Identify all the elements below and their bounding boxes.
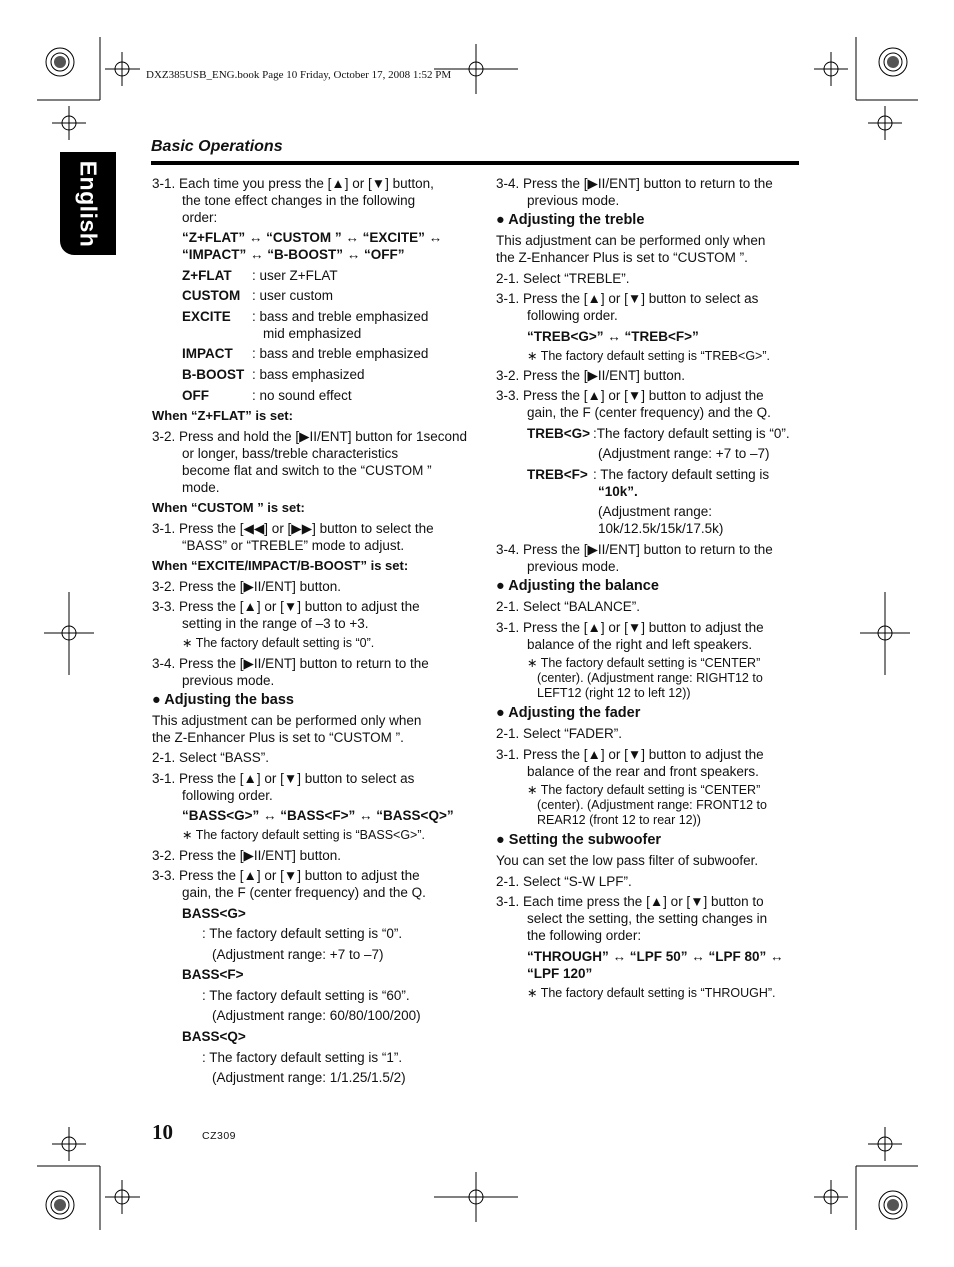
step-text: 3-1. Press the [▲] or [▼] button to adjust the bbox=[496, 620, 764, 635]
step-text: 3-3. Press the [▲] or [▼] button to adjust the bbox=[152, 868, 420, 883]
step-text: become flat and switch to the “CUSTOM ” bbox=[182, 463, 432, 478]
default-note: (center). (Adjustment range: FRONT12 to bbox=[537, 798, 767, 812]
balance-heading: ● Adjusting the balance bbox=[496, 578, 659, 594]
bass-heading: ● Adjusting the bass bbox=[152, 692, 294, 708]
subheading: When “EXCITE/IMPACT/B-BOOST” is set: bbox=[152, 558, 409, 573]
param-key: BASS<G> bbox=[182, 906, 246, 921]
mode-order: “LPF 120” bbox=[527, 966, 593, 981]
mode-key: B-BOOST bbox=[182, 367, 245, 382]
step-text: mode. bbox=[182, 480, 220, 495]
step-text: 3-4. Press the [▶II/ENT] button to return to the bbox=[496, 542, 773, 557]
mode-desc: : user Z+FLAT bbox=[252, 268, 338, 283]
step-text: 3-2. Press the [▶II/ENT] button. bbox=[496, 368, 685, 383]
param-range: (Adjustment range: bbox=[598, 504, 713, 519]
language-tab-label: English bbox=[75, 160, 102, 247]
body-text: This adjustment can be performed only when bbox=[496, 233, 766, 248]
treble-heading: ● Adjusting the treble bbox=[496, 212, 645, 228]
mode-key: OFF bbox=[182, 388, 209, 403]
mode-desc: : bass and treble emphasized bbox=[252, 309, 429, 324]
step-text: gain, the F (center frequency) and the Q. bbox=[527, 405, 771, 420]
step-text: 3-2. Press the [▶II/ENT] button. bbox=[152, 848, 341, 863]
param-range: (Adjustment range: +7 to –7) bbox=[598, 446, 770, 461]
step-text: setting in the range of –3 to +3. bbox=[182, 616, 369, 631]
step-text: 3-1. Press the [▲] or [▼] button to select as bbox=[496, 291, 759, 306]
step-text: 3-1. Each time press the [▲] or [▼] button to bbox=[496, 894, 764, 909]
param-range: 10k/12.5k/15k/17.5k) bbox=[598, 521, 724, 536]
default-note: ∗ The factory default setting is “CENTER” bbox=[527, 656, 761, 670]
step-text: or longer, bass/treble characteristics bbox=[182, 446, 399, 461]
step-text: select the setting, the setting changes in bbox=[527, 911, 768, 926]
step-text: “BASS” or “TREBLE” mode to adjust. bbox=[182, 538, 405, 553]
step-text: balance of the right and left speakers. bbox=[527, 637, 753, 652]
mode-order: “THROUGH” ↔ “LPF 50” ↔ “LPF 80” ↔ bbox=[527, 949, 784, 964]
step-text: 3-1. Press the [▲] or [▼] button to select as bbox=[152, 771, 415, 786]
param-desc: : The factory default setting is bbox=[593, 467, 770, 482]
param-key: BASS<Q> bbox=[182, 1029, 246, 1044]
default-note: ∗ The factory default setting is “CENTER” bbox=[527, 783, 761, 797]
step-text: previous mode. bbox=[527, 559, 620, 574]
step-text: 3-4. Press the [▶II/ENT] button to return to the bbox=[152, 656, 429, 671]
step-text: 2-1. Select “BASS”. bbox=[152, 750, 270, 765]
section-title: Basic Operations bbox=[151, 138, 283, 155]
default-note: ∗ The factory default setting is “0”. bbox=[182, 636, 375, 650]
subwoofer-heading: ● Setting the subwoofer bbox=[496, 832, 662, 848]
mode-key: IMPACT bbox=[182, 346, 233, 361]
section-rule bbox=[151, 161, 799, 165]
body-text: the Z-Enhancer Plus is set to “CUSTOM ”. bbox=[152, 730, 404, 745]
step-text: 2-1. Select “TREBLE”. bbox=[496, 271, 630, 286]
step-text: following order. bbox=[527, 308, 618, 323]
default-note: ∗ The factory default setting is “BASS<G>”. bbox=[182, 828, 425, 842]
step-text: 3-2. Press and hold the [▶II/ENT] button for 1second bbox=[152, 429, 468, 444]
mode-desc: : bass emphasized bbox=[252, 367, 365, 382]
language-tab bbox=[60, 152, 116, 255]
param-desc: “10k”. bbox=[598, 484, 638, 499]
param-key: TREB<F> bbox=[527, 467, 588, 482]
mode-desc: : no sound effect bbox=[252, 388, 352, 403]
step-text: previous mode. bbox=[182, 673, 275, 688]
param-range: (Adjustment range: 1/1.25/1.5/2) bbox=[212, 1070, 406, 1085]
step-text: the tone effect changes in the following bbox=[182, 193, 416, 208]
mode-desc: : user custom bbox=[252, 288, 334, 303]
step-text: following order. bbox=[182, 788, 273, 803]
body-text: This adjustment can be performed only when bbox=[152, 713, 422, 728]
param-desc: : The factory default setting is “0”. bbox=[202, 926, 403, 941]
param-desc: : The factory default setting is “1”. bbox=[202, 1050, 403, 1065]
subheading: When “CUSTOM ” is set: bbox=[152, 500, 305, 515]
fader-heading: ● Adjusting the fader bbox=[496, 705, 641, 721]
mode-key: EXCITE bbox=[182, 309, 231, 324]
mode-order: “IMPACT” ↔ “B-BOOST” ↔ “OFF” bbox=[182, 247, 405, 262]
step-3-1-tone: 3-1. Each time you press the [▲] or [▼] button, bbox=[152, 176, 434, 191]
mode-key: Z+FLAT bbox=[182, 268, 232, 283]
mode-desc: mid emphasized bbox=[263, 326, 362, 341]
step-text: 3-1. Press the [◀◀] or [▶▶] button to select the bbox=[152, 521, 434, 536]
param-desc: :The factory default setting is “0”. bbox=[593, 426, 790, 441]
step-text: 2-1. Select “FADER”. bbox=[496, 726, 623, 741]
step-text: previous mode. bbox=[527, 193, 620, 208]
default-note: LEFT12 (right 12 to left 12)) bbox=[537, 686, 691, 700]
step-text: 3-2. Press the [▶II/ENT] button. bbox=[152, 579, 341, 594]
step-text: the following order: bbox=[527, 928, 642, 943]
page-number: 10 bbox=[152, 1120, 173, 1144]
body-text: You can set the low pass filter of subwoofer. bbox=[496, 853, 759, 868]
param-range: (Adjustment range: 60/80/100/200) bbox=[212, 1008, 421, 1023]
step-text: 2-1. Select “BALANCE”. bbox=[496, 599, 641, 614]
default-note: REAR12 (front 12 to rear 12)) bbox=[537, 813, 701, 827]
param-key: BASS<F> bbox=[182, 967, 244, 982]
default-note: ∗ The factory default setting is “THROUGH”. bbox=[527, 986, 776, 1000]
step-text: 3-3. Press the [▲] or [▼] button to adjust the bbox=[152, 599, 420, 614]
mode-order: “TREB<G>” ↔ “TREB<F>” bbox=[527, 329, 699, 344]
param-key: TREB<G> bbox=[527, 426, 591, 441]
step-text: 3-3. Press the [▲] or [▼] button to adjust the bbox=[496, 388, 764, 403]
subheading: When “Z+FLAT” is set: bbox=[152, 408, 293, 423]
step-text: gain, the F (center frequency) and the Q. bbox=[182, 885, 426, 900]
mode-desc: : bass and treble emphasized bbox=[252, 346, 429, 361]
model-code: CZ309 bbox=[202, 1130, 237, 1142]
step-text: 3-4. Press the [▶II/ENT] button to return to the bbox=[496, 176, 773, 191]
body-text: the Z-Enhancer Plus is set to “CUSTOM ”. bbox=[496, 250, 748, 265]
mode-key: CUSTOM bbox=[182, 288, 241, 303]
step-text: 2-1. Select “S-W LPF”. bbox=[496, 874, 632, 889]
mode-order: “Z+FLAT” ↔ “CUSTOM ” ↔ “EXCITE” ↔ bbox=[182, 230, 443, 245]
param-range: (Adjustment range: +7 to –7) bbox=[212, 947, 384, 962]
param-desc: : The factory default setting is “60”. bbox=[202, 988, 410, 1003]
print-header: DXZ385USB_ENG.book Page 10 Friday, October 17, 2008 1:52 PM bbox=[146, 69, 452, 81]
step-text: order: bbox=[182, 210, 218, 225]
mode-order: “BASS<G>” ↔ “BASS<F>” ↔ “BASS<Q>” bbox=[182, 808, 454, 823]
default-note: ∗ The factory default setting is “TREB<G>”. bbox=[527, 349, 770, 363]
step-text: balance of the rear and front speakers. bbox=[527, 764, 759, 779]
step-text: 3-1. Press the [▲] or [▼] button to adjust the bbox=[496, 747, 764, 762]
default-note: (center). (Adjustment range: RIGHT12 to bbox=[537, 671, 763, 685]
